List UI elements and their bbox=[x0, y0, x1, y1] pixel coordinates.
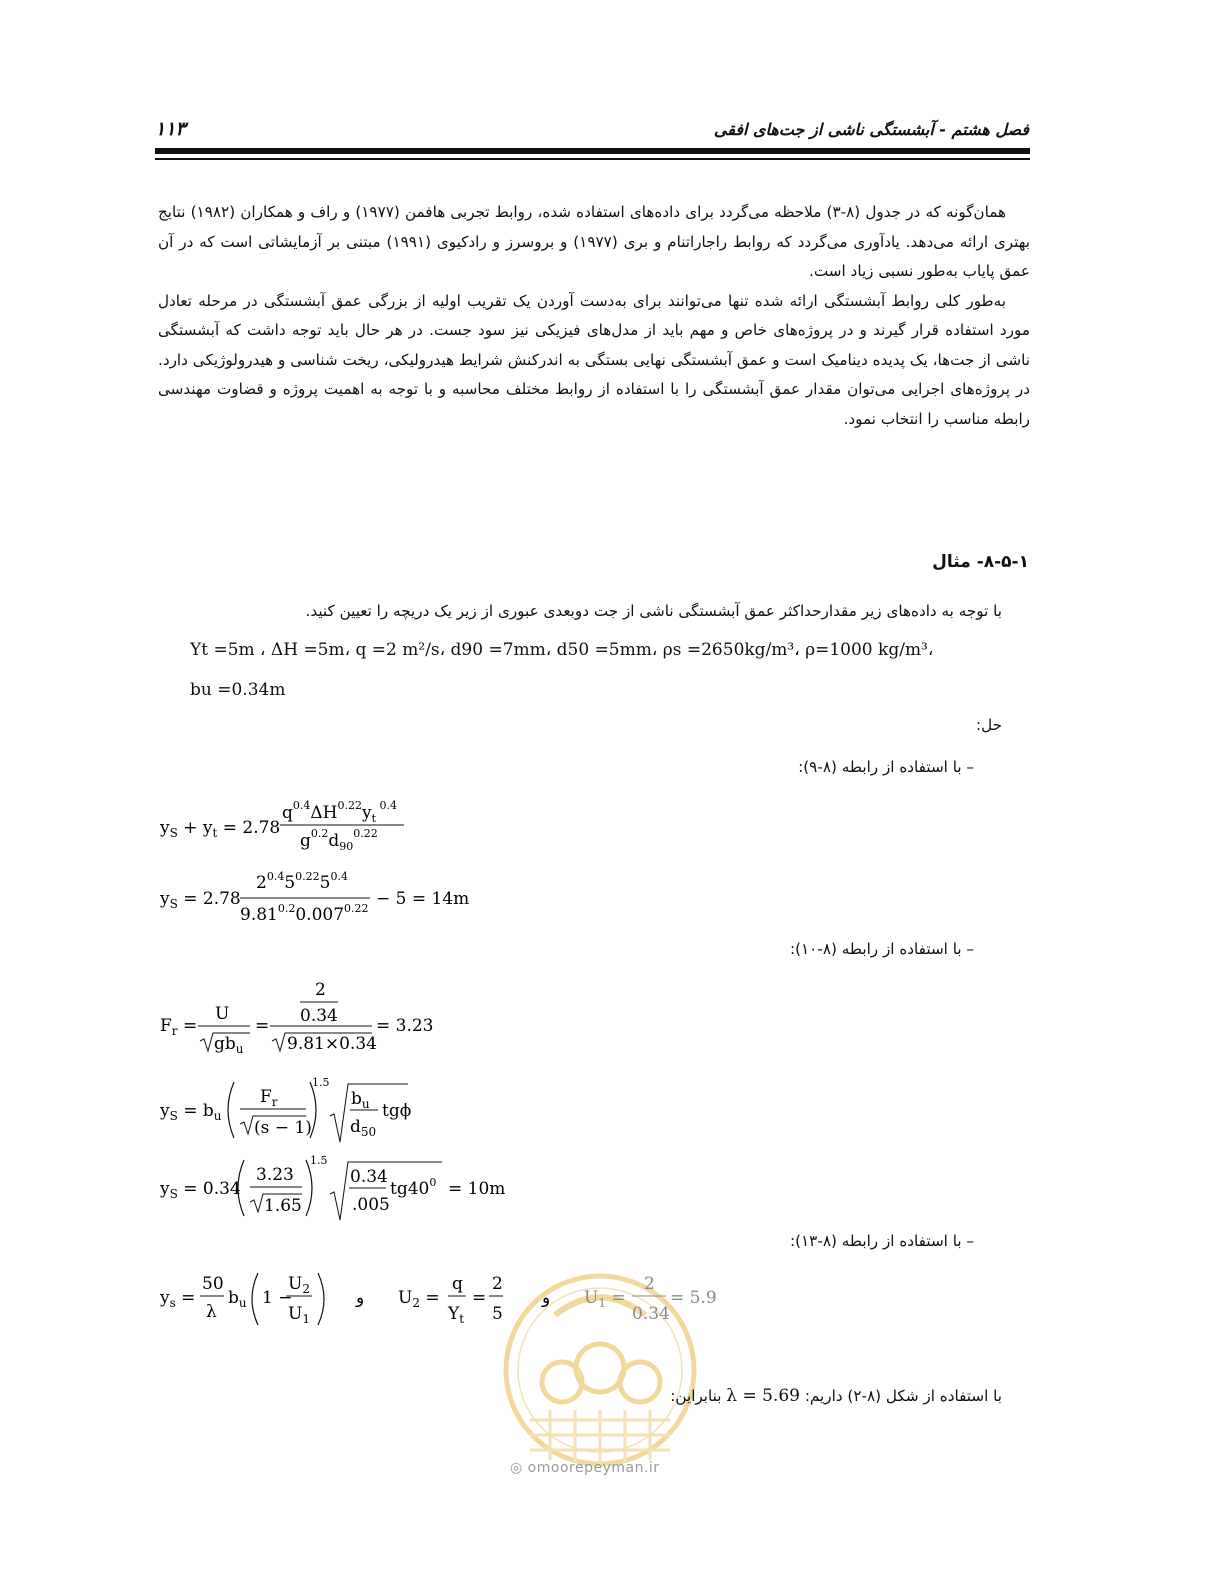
problem-statement: با توجه به داده‌های زیر مقدارحداکثر عمق آبشستگی ناشی از جت دوبعدی عبوری از زیر یک دریچه را تعیین کنید. bbox=[305, 602, 1002, 620]
svg-text:0.34: 0.34 bbox=[632, 1304, 670, 1324]
chapter-title: فصل هشتم - آبشستگی ناشی از جت‌های افقی bbox=[713, 120, 1029, 139]
svg-text:2: 2 bbox=[315, 980, 326, 1000]
svg-text:g0.2d900.22: $g^{0.2}d_{90}^{0.22}$ bbox=[300, 827, 378, 853]
given-data-line-2: bu =0.34m bbox=[190, 680, 286, 700]
and-word-1: و bbox=[356, 1288, 365, 1308]
conclusion-line bbox=[670, 1386, 1002, 1406]
svg-text:yS + yt = 2.78: $y_S + y_t = 2.78$ bbox=[160, 818, 281, 840]
svg-text:U2 =: $U_2$ = bbox=[398, 1288, 440, 1310]
svg-text:U1 =: $U_1$ = bbox=[584, 1288, 626, 1310]
svg-text:=: = bbox=[472, 1288, 487, 1308]
svg-text:bu: $b_u$ bbox=[228, 1288, 247, 1310]
svg-text:0.34: 0.34 bbox=[300, 1006, 338, 1026]
svg-text:U2: $U_2$ bbox=[288, 1274, 310, 1296]
svg-text:q: q bbox=[452, 1274, 463, 1294]
svg-text:Yt: $Y_t$ bbox=[448, 1304, 465, 1326]
svg-text:2: 2 bbox=[644, 1274, 655, 1294]
conclusion-suffix: بنابراین: bbox=[670, 1387, 722, 1405]
globe-icon: ◎ bbox=[510, 1460, 523, 1476]
svg-text:tg400: $tg40^0$ bbox=[390, 1176, 437, 1199]
svg-text:50: 50 bbox=[202, 1274, 224, 1294]
svg-text:U1: $U_1$ bbox=[288, 1304, 310, 1326]
svg-text:5: 5 bbox=[492, 1304, 503, 1324]
svg-text:yS = 0.34: $y_S = 0.34$ bbox=[160, 1179, 241, 1201]
svg-text:1.5: 1.5 bbox=[310, 1154, 328, 1167]
svg-text:.005: .005 bbox=[352, 1195, 390, 1215]
equation-4 bbox=[160, 1072, 460, 1150]
conclusion-prefix: با استفاده از شکل (۸-۲) داریم: bbox=[804, 1387, 1002, 1405]
svg-text:3.23: 3.23 bbox=[256, 1165, 294, 1185]
and-word-2: و bbox=[542, 1288, 551, 1308]
svg-text:− 5 = 14m: − 5 = 14m bbox=[376, 889, 470, 909]
equation-5 bbox=[160, 1150, 520, 1228]
svg-text:d50: $d_{50}$ bbox=[350, 1117, 377, 1139]
svg-text:bu: $b_u$ bbox=[351, 1089, 370, 1111]
svg-text:=: = bbox=[255, 1016, 270, 1036]
svg-text:Fr =: $F_r$ = bbox=[160, 1016, 198, 1038]
header-rule-thick bbox=[155, 148, 1030, 154]
paragraph-2: به‌طور کلی روابط آبشستگی ارائه شده تنها می‌توانند برای به‌دست آوردن یک تقریب اولیه از بزرگی عمق آبشستگی در مرحله تعادل مورد استفاده قرار گیرند و در پروژه‌های خاص و مهم باید از مدل‌های فیزیکی نیز سود جست. در هر حال باید توجه داشت که آبشستگی ناشی از جت‌ها، یک پدیده دینامیک است و عمق آبشستگی نهایی بستگی به اندرکنش شرایط هیدرولیکی، ریخت شناسی و هیدرولوژیکی دارد. در پروژه‌های اجرایی می‌توان مقدار عمق آبشستگی را با استفاده از روابط مختلف محاسبه و با توجه به اهمیت پروژه و قضاوت مهندسی رابطه مناسب را انتخاب نمود. bbox=[158, 291, 1030, 428]
svg-text:gbu: $gb_u$ bbox=[214, 1034, 244, 1056]
lambda-value: λ = 5.69 bbox=[726, 1386, 800, 1406]
svg-text:2: 2 bbox=[492, 1274, 503, 1294]
step-3-label: – با استفاده از رابطه (۸-۱۳): bbox=[789, 1232, 974, 1250]
svg-text:9.81×0.34: 9.81×0.34 bbox=[287, 1034, 377, 1054]
watermark-site bbox=[510, 1460, 660, 1476]
svg-text:= 5.9: = 5.9 bbox=[670, 1288, 717, 1308]
svg-text:1 −: 1 − bbox=[262, 1288, 293, 1308]
svg-text:0.34: 0.34 bbox=[350, 1167, 388, 1187]
step-2-label: – با استفاده از رابطه (۸-۱۰): bbox=[789, 940, 974, 958]
svg-text:yS = 2.78: $y_S = 2.78$ bbox=[160, 889, 241, 911]
svg-text:U: U bbox=[215, 1004, 230, 1024]
svg-text:= 3.23: = 3.23 bbox=[376, 1016, 434, 1036]
svg-text:9.810.20.0070.22: $9.81^{0.2}0.007^{0.22}$ bbox=[240, 902, 369, 925]
svg-text:tgϕ: tgϕ bbox=[382, 1101, 412, 1121]
svg-text:λ: λ bbox=[206, 1302, 217, 1322]
given-data-line-1: Yt =5m ، ΔH =5m، q =2 m²/s، d90 =7mm، d50 =5mm، ρs =2650kg/m³، ρ=1000 kg/m³، bbox=[190, 640, 934, 660]
equation-2 bbox=[160, 862, 480, 930]
equation-3 bbox=[160, 975, 460, 1065]
equation-1 bbox=[160, 790, 460, 860]
page-number: ۱۱۳ bbox=[155, 118, 186, 140]
body-text bbox=[158, 198, 1030, 434]
section-heading: ۸-۵-۱- مثال bbox=[932, 552, 1029, 572]
header-rule-thin bbox=[155, 158, 1030, 160]
svg-text:20.450.2250.4: $2^{0.4}5^{0.22}5^{0.4}$ bbox=[256, 870, 348, 893]
paragraph-1: همان‌گونه که در جدول (۸-۳) ملاحظه می‌گردد برای داده‌های استفاده شده، روابط تجربی هافمن (۱۹۷۷) و راف و همکاران (۱۹۸۲) نتایج بهتری ارائه می‌دهد. یادآوری می‌گردد که روابط راجاراتنام و بری (۱۹۷۷) و بروسرز و رادکیوی (۱۹۹۱) مبتنی بر آزمایشاتی است که در آن عمق پایاب به‌طور نسبی زیاد است. bbox=[158, 203, 1030, 280]
svg-text:(s − 1): (s − 1) bbox=[254, 1118, 312, 1138]
svg-text:ys =: $y_s$ = bbox=[160, 1288, 196, 1310]
svg-text:1.65: 1.65 bbox=[264, 1196, 302, 1216]
svg-text:q0.4ΔH0.22yt 0.4: $q^{0.4}\Delta H^{0.22}y_t$ $^{0.4}$ bbox=[282, 799, 398, 825]
svg-text:= 10m: = 10m bbox=[448, 1179, 506, 1199]
svg-text:1.5: 1.5 bbox=[312, 1076, 330, 1089]
page-header bbox=[155, 118, 1029, 144]
svg-text:Fr: $F_r$ bbox=[260, 1087, 278, 1109]
watermark-site-text: omoorepeyman.ir bbox=[527, 1460, 660, 1476]
step-1-label: – با استفاده از رابطه (۸-۹): bbox=[798, 758, 974, 776]
svg-text:yS = bu: $y_S = b_u$ bbox=[160, 1101, 222, 1123]
solution-label: حل: bbox=[975, 716, 1002, 734]
equation-6 bbox=[160, 1265, 740, 1335]
